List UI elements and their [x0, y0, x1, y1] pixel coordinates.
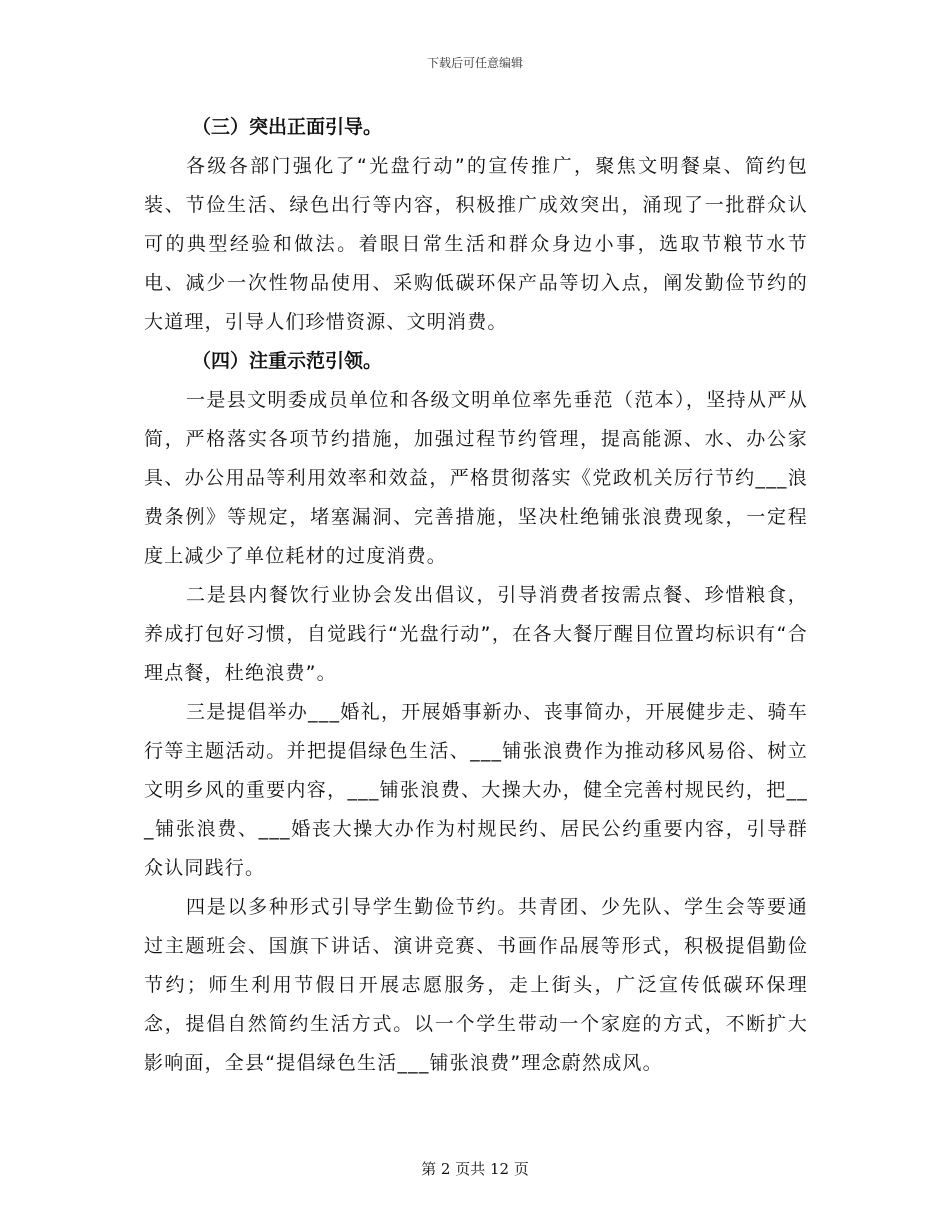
- paragraph: 一是县文明委成员单位和各级文明单位率先垂范（范本），坚持从严从简，严格落实各项节约措施，加强过程节约管理，提高能源、水、办公家具、办公用品等利用效率和效益，严格贯彻落实《党政机关厉行节约___浪费条例》等规定，堵塞漏洞、完善措施，坚决杜绝铺张浪费现象，一定程度上减少了单位耗材的过度消费。: [144, 389, 808, 567]
- paragraph: 三是提倡举办___婚礼，开展婚事新办、丧事简办，开展健步走、骑车行等主题活动。并把提倡绿色生活、___铺张浪费作为推动移风易俗、树立文明乡风的重要内容，___铺张浪费、大操大办，健全完善村规民约，把___铺张浪费、___婚丧大操大办作为村规民约、居民公约重要内容，引导群众认同践行。: [144, 701, 808, 879]
- document-body: [144, 108, 808, 1083]
- section-heading-3: （三）突出正面引导。: [192, 116, 383, 138]
- section-heading-4: （四）注重示范引领。: [192, 350, 383, 372]
- page-header: 下载后可任意编辑: [426, 56, 523, 70]
- page-number: 第 2 页共 12 页: [421, 1160, 529, 1178]
- paragraph: 二是县内餐饮行业协会发出倡议，引导消费者按需点餐、珍惜粮食，养成打包好习惯，自觉践行“光盘行动”，在各大餐厅醒目位置均标识有“合理点餐，杜绝浪费”。: [144, 584, 808, 684]
- paragraph: 各级各部门强化了“光盘行动”的宣传推广，聚焦文明餐桌、简约包装、节俭生活、绿色出行等内容，积极推广成效突出，涌现了一批群众认可的典型经验和做法。着眼日常生活和群众身边小事，选取节粮节水节电、减少一次性物品使用、采购低碳环保产品等切入点，阐发勤俭节约的大道理，引导人们珍惜资源、文明消费。: [144, 155, 808, 333]
- paragraph: 四是以多种形式引导学生勤俭节约。共青团、少先队、学生会等要通过主题班会、国旗下讲话、演讲竞赛、书画作品展等形式，积极提倡勤俭节约；师生利用节假日开展志愿服务，走上街头，广泛宣传低碳环保理念，提倡自然简约生活方式。以一个学生带动一个家庭的方式，不断扩大影响面，全县“提倡绿色生活___铺张浪费”理念蔚然成风。: [144, 896, 808, 1074]
